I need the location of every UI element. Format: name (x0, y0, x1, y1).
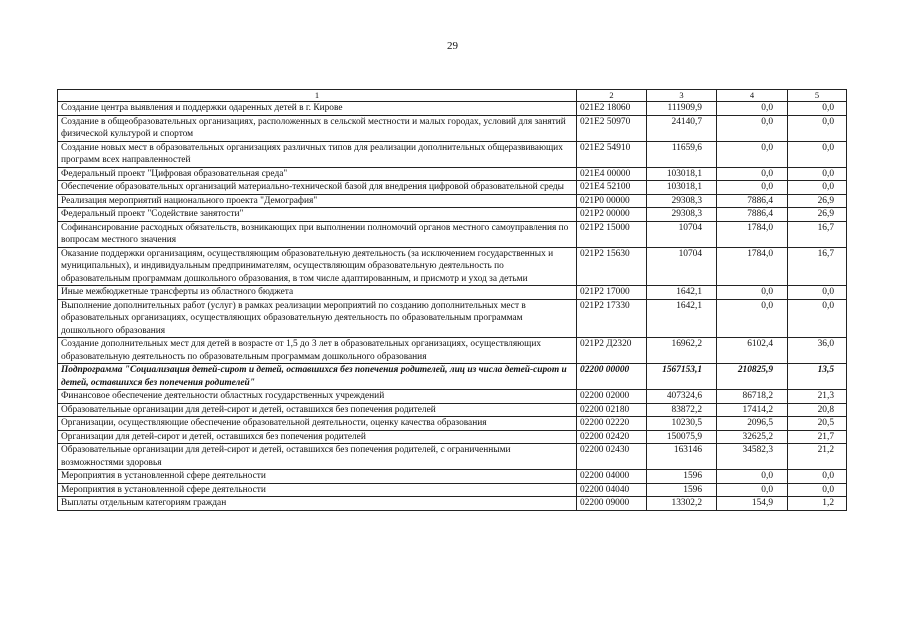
row-code: 021E2 54910 (577, 141, 647, 167)
header-col-4: 4 (717, 90, 788, 102)
row-code: 021E4 00000 (577, 167, 647, 181)
row-name: Образовательные организации для детей-сирот и детей, оставшихся без попечения родителей, с ограниченными возможностями здоровья (58, 444, 577, 470)
row-code: 02200 04040 (577, 483, 647, 497)
row-value-4: 1784,0 (717, 221, 788, 247)
table-row (58, 167, 847, 181)
row-value-5: 0,0 (788, 286, 847, 300)
row-code: 021P2 17000 (577, 286, 647, 300)
row-name: Организации для детей-сирот и детей, оставшихся без попечения родителей (58, 430, 577, 444)
row-value-3: 10230,5 (647, 417, 717, 431)
row-name: Федеральный проект "Цифровая образовательная среда" (58, 167, 577, 181)
row-value-4: 0,0 (717, 181, 788, 195)
row-code: 02200 02220 (577, 417, 647, 431)
row-value-3: 150075,9 (647, 430, 717, 444)
row-value-4: 32625,2 (717, 430, 788, 444)
table-row (58, 338, 847, 364)
row-value-3: 83872,2 (647, 403, 717, 417)
row-value-4: 34582,3 (717, 444, 788, 470)
table-row (58, 444, 847, 470)
row-name: Обеспечение образовательных организаций материально-технической базой для внедрения цифровой образовательной среды (58, 181, 577, 195)
table-row (58, 181, 847, 195)
header-col-1: 1 (58, 90, 577, 102)
table-row (58, 364, 847, 390)
row-value-5: 13,5 (788, 364, 847, 390)
row-value-5: 26,9 (788, 208, 847, 222)
row-value-4: 0,0 (717, 483, 788, 497)
row-name: Оказание поддержки организациям, осуществляющим образовательную деятельность (за исключением государственных и муниципальных), и индивидуальным предпринимателям, осуществляющим образовательную деятельность по образовательным программам дошкольного образования, в том числе адаптированным, и присмотр и уход за детьми (58, 247, 577, 286)
row-value-3: 24140,7 (647, 115, 717, 141)
table-row (58, 299, 847, 338)
row-code: 02200 04000 (577, 470, 647, 484)
row-name: Федеральный проект "Содействие занятости" (58, 208, 577, 222)
row-code: 02200 02430 (577, 444, 647, 470)
row-value-3: 1596 (647, 483, 717, 497)
row-value-3: 163146 (647, 444, 717, 470)
row-code: 02200 02420 (577, 430, 647, 444)
row-value-5: 0,0 (788, 102, 847, 116)
header-col-3: 3 (647, 90, 717, 102)
row-name: Организации, осуществляющие обеспечение образовательной деятельности, оценку качества образования (58, 417, 577, 431)
row-value-3: 16962,2 (647, 338, 717, 364)
row-code: 021P2 Д2320 (577, 338, 647, 364)
row-value-3: 10704 (647, 247, 717, 286)
table-row (58, 417, 847, 431)
table-row (58, 483, 847, 497)
row-value-3: 11659,6 (647, 141, 717, 167)
row-value-5: 0,0 (788, 167, 847, 181)
row-value-3: 111909,9 (647, 102, 717, 116)
row-code: 02200 02180 (577, 403, 647, 417)
row-value-3: 10704 (647, 221, 717, 247)
table-body (58, 102, 847, 511)
row-name: Выплаты отдельным категориям граждан (58, 497, 577, 511)
row-code: 02200 02000 (577, 390, 647, 404)
row-value-3: 103018,1 (647, 181, 717, 195)
row-code: 021E2 18060 (577, 102, 647, 116)
table-row (58, 102, 847, 116)
row-name: Создание дополнительных мест для детей в возрасте от 1,5 до 3 лет в образовательных организациях, осуществляющих образовательную деятельность по образовательным программам дошкольного образования (58, 338, 577, 364)
row-value-3: 29308,3 (647, 208, 717, 222)
row-name: Финансовое обеспечение деятельности областных государственных учреждений (58, 390, 577, 404)
row-name: Создание в общеобразовательных организациях, расположенных в сельской местности и малых городах, условий для занятий физической культурой и спортом (58, 115, 577, 141)
row-value-4: 0,0 (717, 102, 788, 116)
row-value-4: 7886,4 (717, 208, 788, 222)
row-value-3: 13302,2 (647, 497, 717, 511)
row-value-5: 20,5 (788, 417, 847, 431)
table-row (58, 194, 847, 208)
row-value-5: 21,7 (788, 430, 847, 444)
row-value-5: 16,7 (788, 247, 847, 286)
row-value-5: 16,7 (788, 221, 847, 247)
row-value-5: 1,2 (788, 497, 847, 511)
header-col-2: 2 (577, 90, 647, 102)
row-value-5: 0,0 (788, 299, 847, 338)
budget-table (57, 89, 847, 511)
row-value-4: 0,0 (717, 299, 788, 338)
row-code: 021P2 15630 (577, 247, 647, 286)
row-value-4: 210825,9 (717, 364, 788, 390)
row-code: 021P2 00000 (577, 208, 647, 222)
header-row (58, 90, 847, 102)
row-value-5: 36,0 (788, 338, 847, 364)
row-value-5: 26,9 (788, 194, 847, 208)
row-value-4: 0,0 (717, 470, 788, 484)
table-row (58, 208, 847, 222)
row-name: Подпрограмма "Социализация детей-сирот и детей, оставшихся без попечения родителей, лиц из числа детей-сирот и детей, оставшихся без попечения родителей" (58, 364, 577, 390)
row-code: 021P2 15000 (577, 221, 647, 247)
row-value-4: 7886,4 (717, 194, 788, 208)
row-code: 021E2 50970 (577, 115, 647, 141)
table-row (58, 286, 847, 300)
row-value-3: 1642,1 (647, 286, 717, 300)
row-value-5: 0,0 (788, 181, 847, 195)
row-value-4: 0,0 (717, 286, 788, 300)
table-row (58, 141, 847, 167)
row-code: 021P2 17330 (577, 299, 647, 338)
table-row (58, 497, 847, 511)
row-name: Создание новых мест в образовательных организациях различных типов для реализации дополнительных общеразвивающих программ всех направленностей (58, 141, 577, 167)
row-value-4: 6102,4 (717, 338, 788, 364)
table-row (58, 430, 847, 444)
table-row (58, 403, 847, 417)
row-name: Мероприятия в установленной сфере деятельности (58, 470, 577, 484)
row-value-5: 0,0 (788, 483, 847, 497)
table-row (58, 390, 847, 404)
row-name: Создание центра выявления и поддержки одаренных детей в г. Кирове (58, 102, 577, 116)
page-number: 29 (447, 40, 458, 52)
row-value-4: 86718,2 (717, 390, 788, 404)
table-row (58, 221, 847, 247)
row-name: Мероприятия в установленной сфере деятельности (58, 483, 577, 497)
row-value-3: 1596 (647, 470, 717, 484)
row-value-4: 1784,0 (717, 247, 788, 286)
row-name: Образовательные организации для детей-сирот и детей, оставшихся без попечения родителей (58, 403, 577, 417)
row-value-4: 154,9 (717, 497, 788, 511)
row-value-5: 21,2 (788, 444, 847, 470)
row-code: 02200 00000 (577, 364, 647, 390)
table-row (58, 470, 847, 484)
row-code: 02200 09000 (577, 497, 647, 511)
row-value-5: 0,0 (788, 115, 847, 141)
table-row (58, 115, 847, 141)
row-code: 021E4 52100 (577, 181, 647, 195)
row-name: Выполнение дополнительных работ (услуг) в рамках реализации мероприятий по созданию дополнительных мест в образовательных организациях, осуществляющих образовательную деятельность по образовательным программам дошкольного образования (58, 299, 577, 338)
row-value-3: 29308,3 (647, 194, 717, 208)
table-header (58, 90, 847, 102)
row-code: 021P0 00000 (577, 194, 647, 208)
row-value-5: 0,0 (788, 141, 847, 167)
row-value-4: 17414,2 (717, 403, 788, 417)
row-value-4: 0,0 (717, 141, 788, 167)
table-row (58, 247, 847, 286)
row-value-5: 0,0 (788, 470, 847, 484)
row-value-5: 21,3 (788, 390, 847, 404)
row-value-3: 1567153,1 (647, 364, 717, 390)
header-col-5: 5 (788, 90, 847, 102)
row-value-4: 0,0 (717, 115, 788, 141)
row-name: Софинансирование расходных обязательств, возникающих при выполнении полномочий органов местного самоуправления по вопросам местного значения (58, 221, 577, 247)
row-value-5: 20,8 (788, 403, 847, 417)
row-value-3: 407324,6 (647, 390, 717, 404)
row-value-3: 1642,1 (647, 299, 717, 338)
row-name: Реализация мероприятий национального проекта "Демография" (58, 194, 577, 208)
row-value-4: 0,0 (717, 167, 788, 181)
row-name: Иные межбюджетные трансферты из областного бюджета (58, 286, 577, 300)
row-value-3: 103018,1 (647, 167, 717, 181)
row-value-4: 2096,5 (717, 417, 788, 431)
